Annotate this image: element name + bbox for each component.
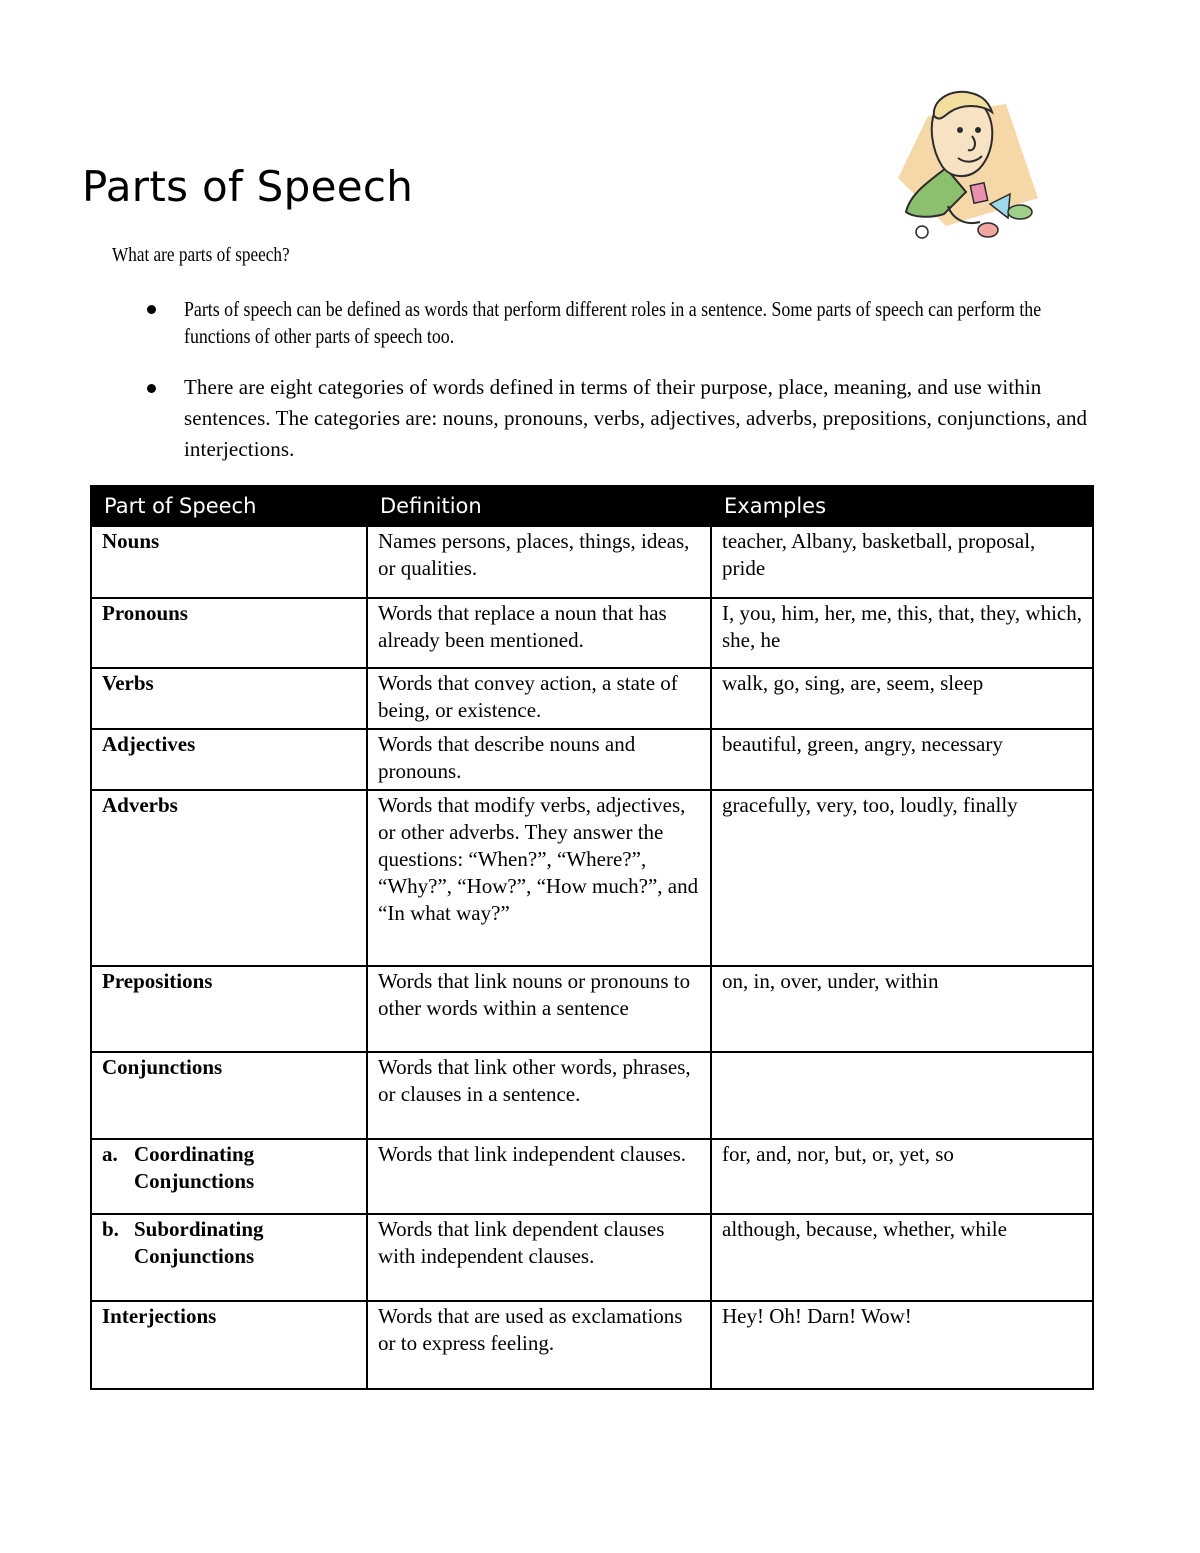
sub-item-term: Coordinating	[134, 1142, 255, 1166]
table-row	[91, 1052, 1093, 1139]
table-row	[91, 526, 1093, 598]
definition-cell: Words that replace a noun that has already been mentioned.	[367, 598, 711, 668]
bullet-item	[140, 296, 1100, 350]
bullet-dot-icon	[147, 305, 156, 314]
bullet-item	[140, 372, 1100, 465]
definition-cell: Names persons, places, things, ideas, or qualities.	[367, 526, 711, 598]
table-row	[91, 1139, 1093, 1214]
sub-item-label: b.	[102, 1217, 119, 1241]
column-header: Part of Speech	[91, 486, 367, 526]
term-cell: Verbs	[91, 668, 367, 729]
examples-cell: although, because, whether, while	[711, 1214, 1093, 1301]
bullet-dot-icon	[147, 384, 156, 393]
sub-item-term-continued: Conjunctions	[134, 1169, 255, 1193]
table-row	[91, 1301, 1093, 1389]
definition-cell: Words that link dependent clauses with independent clauses.	[367, 1214, 711, 1301]
examples-cell	[711, 1052, 1093, 1139]
term-cell: Pronouns	[91, 598, 367, 668]
term-cell: Adverbs	[91, 790, 367, 966]
examples-cell: for, and, nor, but, or, yet, so	[711, 1139, 1093, 1214]
term-cell: Conjunctions	[91, 1052, 367, 1139]
definition-cell: Words that modify verbs, adjectives, or other adverbs. They answer the questions: “When?”, “Where?”, “Why?”, “How?”, “How much?”, and “In what way?”	[367, 790, 711, 966]
clipart-illustration	[888, 86, 1048, 246]
term-cell: Prepositions	[91, 966, 367, 1052]
column-header: Examples	[711, 486, 1093, 526]
term-cell: Adjectives	[91, 729, 367, 790]
page-title: Parts of Speech	[82, 162, 414, 211]
question-text: What are parts of speech?	[112, 244, 290, 266]
definition-cell: Words that describe nouns and pronouns.	[367, 729, 711, 790]
sub-item-term-continued: Conjunctions	[134, 1244, 255, 1268]
examples-cell: Hey! Oh! Darn! Wow!	[711, 1301, 1093, 1389]
term-cell: Interjections	[91, 1301, 367, 1389]
sub-item-label: a.	[102, 1142, 118, 1166]
column-header: Definition	[367, 486, 711, 526]
table-row	[91, 1214, 1093, 1301]
examples-cell: I, you, him, her, me, this, that, they, which, she, he	[711, 598, 1093, 668]
examples-cell: on, in, over, under, within	[711, 966, 1093, 1052]
definition-cell: Words that link nouns or pronouns to other words within a sentence	[367, 966, 711, 1052]
bullet-text: There are eight categories of words defined in terms of their purpose, place, meaning, and use within sentences. The categories are: nouns, pronouns, verbs, adjectives, adverbs, prepositions, conjunctions, and interjections.	[184, 375, 1088, 461]
examples-cell: beautiful, green, angry, necessary	[711, 729, 1093, 790]
definition-cell: Words that link other words, phrases, or clauses in a sentence.	[367, 1052, 711, 1139]
sub-item-term: Subordinating	[134, 1217, 264, 1241]
bullet-list	[140, 296, 1100, 465]
examples-cell: gracefully, very, too, loudly, finally	[711, 790, 1093, 966]
examples-cell: walk, go, sing, are, seem, sleep	[711, 668, 1093, 729]
term-cell	[91, 1214, 367, 1301]
table-row	[91, 790, 1093, 966]
table-row	[91, 729, 1093, 790]
definition-cell: Words that link independent clauses.	[367, 1139, 711, 1214]
table-row	[91, 598, 1093, 668]
examples-cell: teacher, Albany, basketball, proposal, pride	[711, 526, 1093, 598]
table-header-row	[91, 486, 1093, 526]
bullet-text: Parts of speech can be defined as words that perform different roles in a sentence. Some parts of speech can perform the functions of other parts of speech too.	[184, 297, 1042, 348]
term-cell	[91, 1139, 367, 1214]
definition-cell: Words that convey action, a state of being, or existence.	[367, 668, 711, 729]
definition-cell: Words that are used as exclamations or to express feeling.	[367, 1301, 711, 1389]
table-row	[91, 668, 1093, 729]
parts-of-speech-table	[90, 485, 1094, 1390]
table-row	[91, 966, 1093, 1052]
term-cell: Nouns	[91, 526, 367, 598]
